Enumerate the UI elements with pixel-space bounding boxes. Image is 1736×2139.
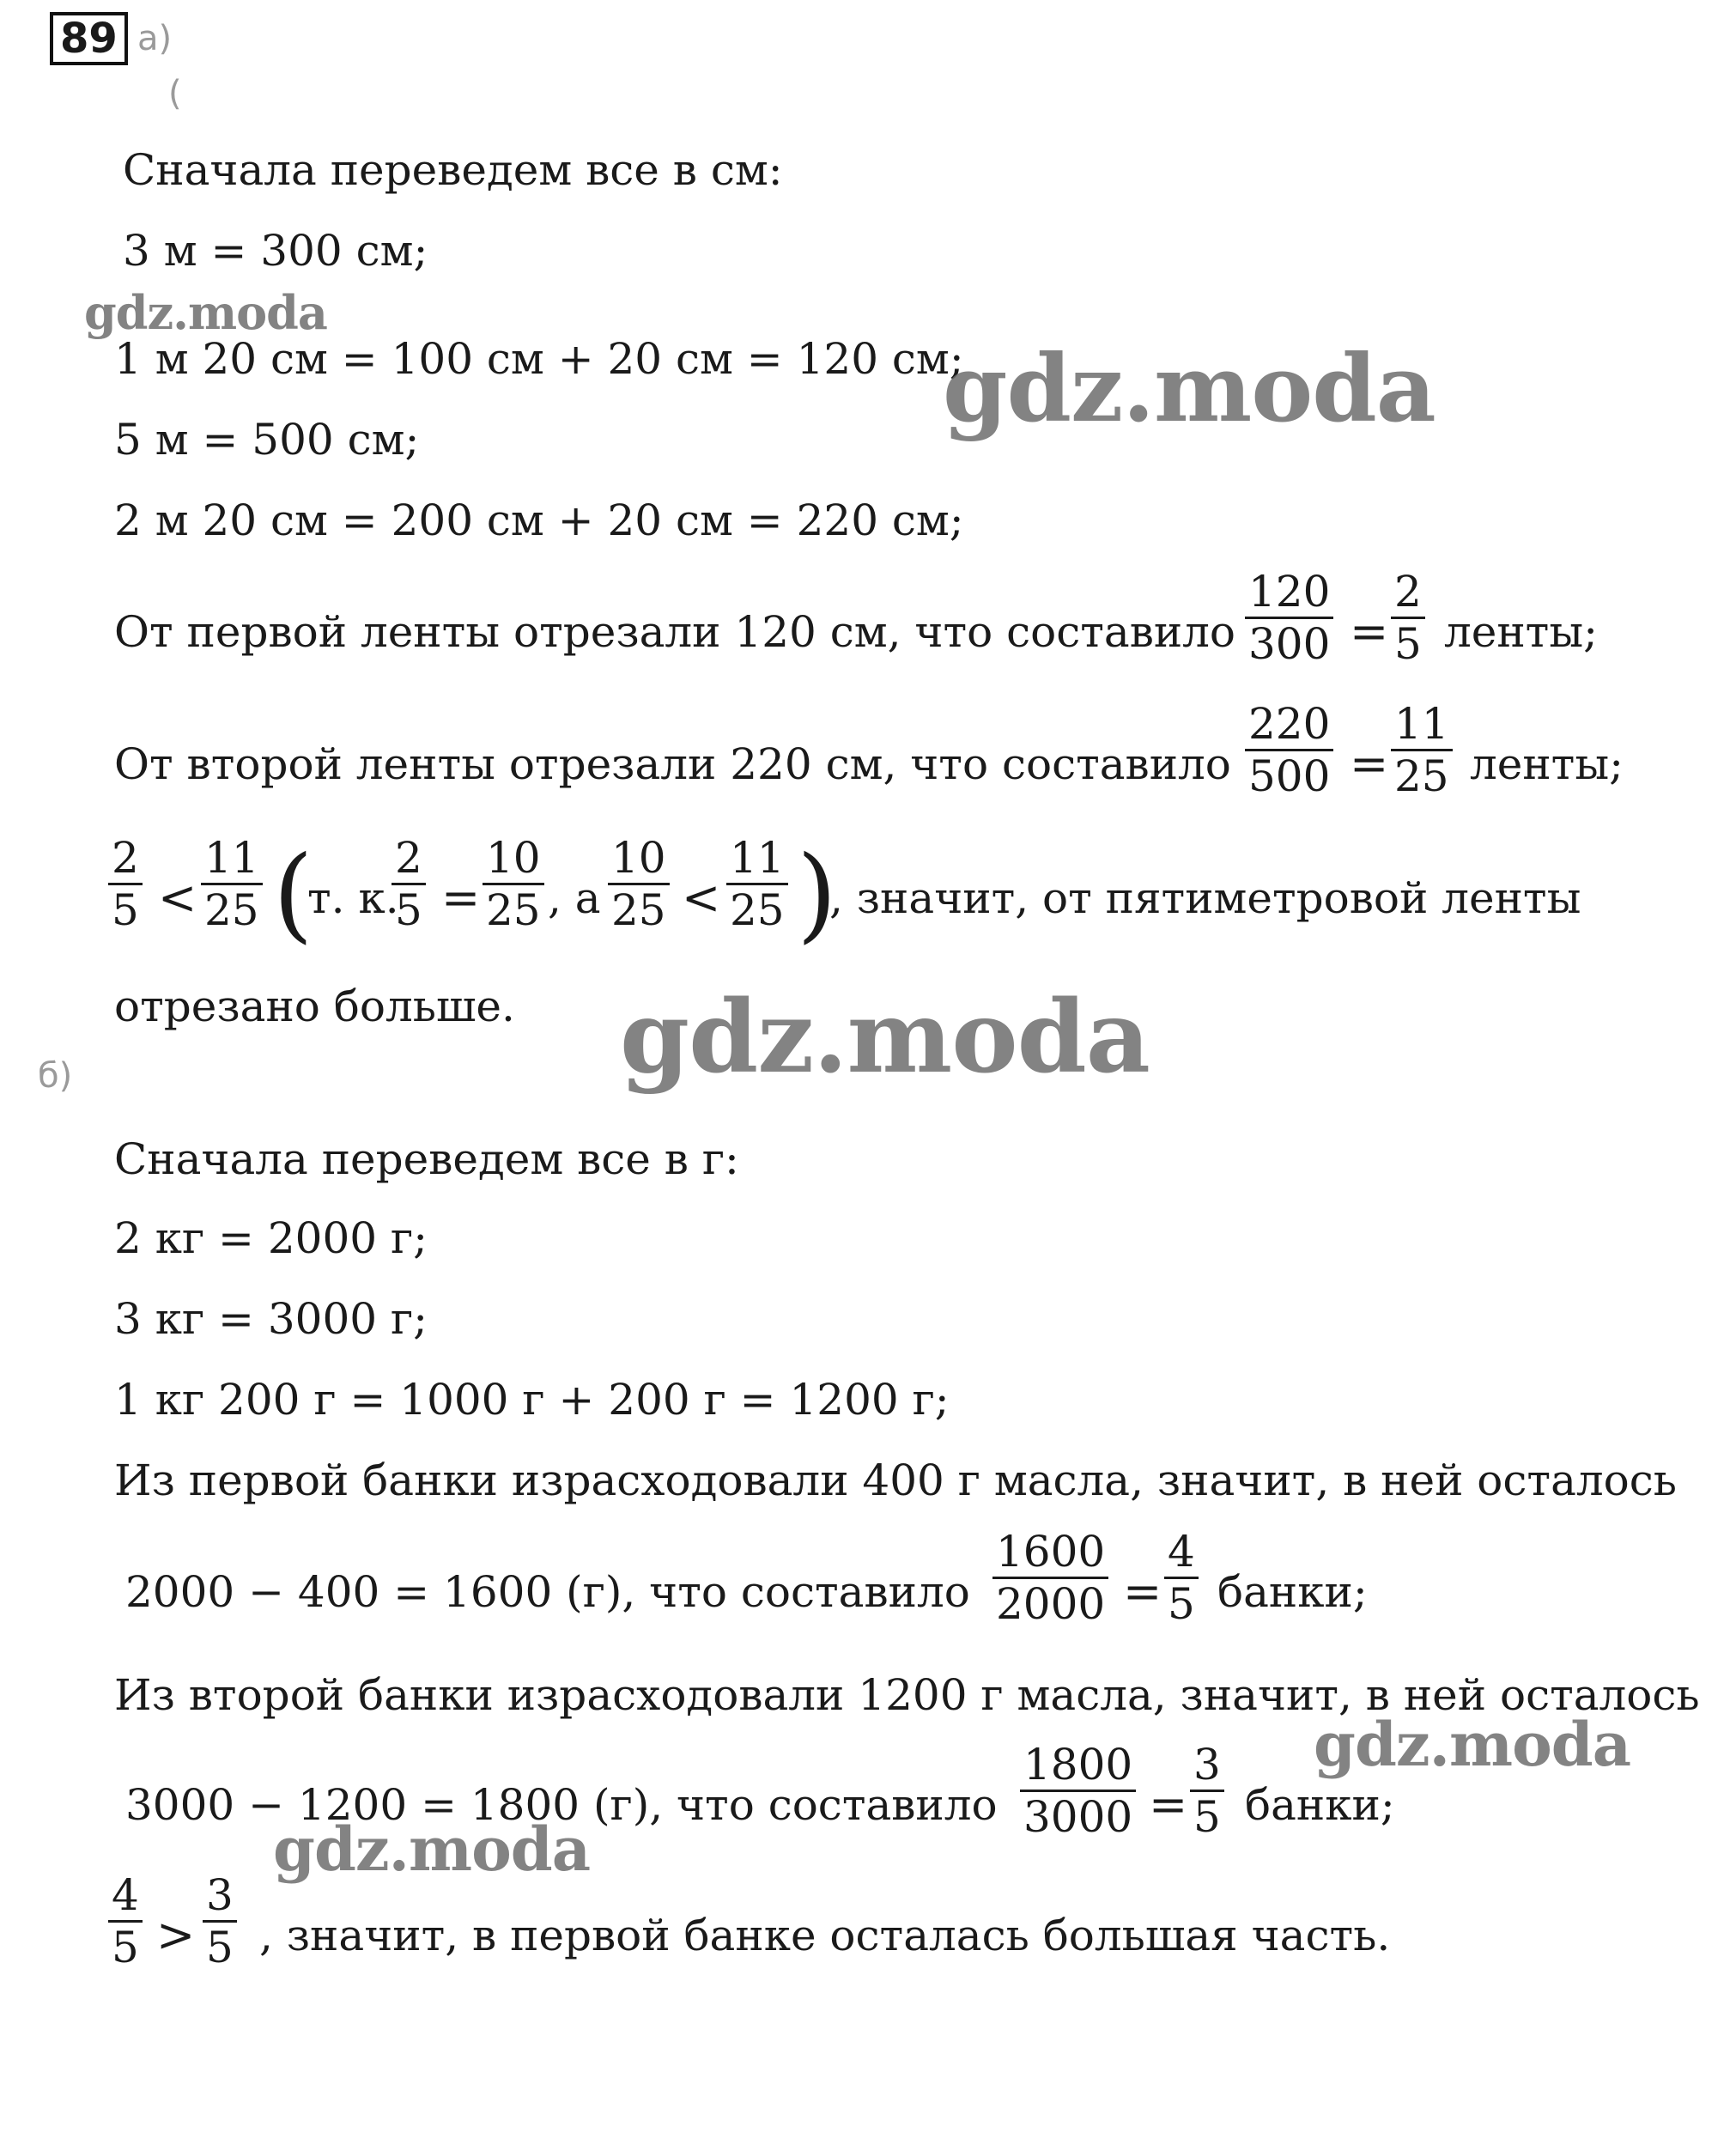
numerator: 1800 <box>1023 1740 1133 1790</box>
numerator: 1600 <box>996 1527 1106 1577</box>
denominator: 5 <box>1190 1790 1224 1842</box>
fraction-2-5 <box>1391 567 1425 669</box>
since-label: т. к. <box>307 873 399 923</box>
stray-mark: ( <box>168 74 182 113</box>
fraction-2-5-a <box>108 833 143 935</box>
part-a-line1: 3 м = 300 см; <box>123 226 428 276</box>
watermark-center: gdz.moda <box>620 979 1150 1096</box>
denominator: 3000 <box>1020 1790 1136 1842</box>
denominator: 500 <box>1245 749 1333 801</box>
denominator: 5 <box>203 1920 237 1972</box>
equals-sign: = <box>441 871 481 925</box>
numerator: 11 <box>730 833 785 883</box>
fraction-11-25-f <box>726 833 788 935</box>
denominator: 25 <box>483 883 544 935</box>
denominator: 5 <box>1164 1577 1199 1629</box>
part-a-line2: 1 м 20 см = 100 см + 20 см = 120 см; <box>114 334 964 384</box>
open-paren: ( <box>273 835 313 954</box>
second-jar-tail: банки; <box>1245 1780 1395 1830</box>
denominator: 25 <box>201 883 263 935</box>
watermark-large: gdz.moda <box>943 335 1436 443</box>
watermark-small: gdz.moda <box>84 285 327 340</box>
less-than-sign: < <box>682 871 721 925</box>
part-a-label: а) <box>137 19 173 58</box>
comparison-tail2: отрезано больше. <box>114 981 515 1031</box>
first-ribbon-tail: ленты; <box>1444 607 1598 657</box>
fraction-4-5 <box>1164 1527 1199 1629</box>
problem-number: 89 <box>50 12 128 65</box>
second-jar-text: Из второй банки израсходовали 1200 г масла, значит, в ней осталось <box>114 1670 1700 1720</box>
fraction-3-5 <box>1190 1740 1224 1842</box>
fraction-11-25 <box>1391 699 1453 801</box>
part-b-line2: 3 кг = 3000 г; <box>114 1294 428 1344</box>
part-b-line3: 1 кг 200 г = 1000 г + 200 г = 1200 г; <box>114 1375 950 1425</box>
numerator: 11 <box>204 833 259 883</box>
part-a-intro: Сначала переведем все в см: <box>123 145 783 195</box>
second-ribbon-text: От второй ленты отрезали 220 см, что составило <box>114 739 1231 789</box>
denominator: 25 <box>608 883 670 935</box>
part-b-line1: 2 кг = 2000 г; <box>114 1213 428 1263</box>
denominator: 5 <box>392 883 426 935</box>
watermark-right: gdz.moda <box>1314 1709 1631 1780</box>
numerator: 3 <box>206 1870 234 1920</box>
fraction-1800-3000 <box>1020 1740 1136 1842</box>
greater-than-sign: > <box>156 1908 196 1962</box>
numerator: 220 <box>1248 699 1331 749</box>
equals-sign: = <box>1350 605 1389 659</box>
first-jar-tail: банки; <box>1217 1567 1368 1617</box>
numerator: 120 <box>1248 567 1331 617</box>
watermark-lower: gdz.moda <box>273 1814 591 1885</box>
numerator: 10 <box>611 833 666 883</box>
second-ribbon-tail: ленты; <box>1470 739 1624 789</box>
fraction-10-25-d <box>483 833 544 935</box>
fraction-3-5-b <box>203 1870 237 1972</box>
numerator: 4 <box>1168 1527 1195 1577</box>
denominator: 2000 <box>992 1577 1108 1629</box>
numerator: 2 <box>112 833 139 883</box>
numerator: 2 <box>395 833 422 883</box>
less-than-sign: < <box>158 871 197 925</box>
denominator: 5 <box>108 883 143 935</box>
numerator: 11 <box>1394 699 1449 749</box>
equals-sign: = <box>1149 1777 1188 1832</box>
close-paren: ) <box>797 835 837 954</box>
numerator: 10 <box>486 833 541 883</box>
fraction-11-25-b <box>201 833 263 935</box>
first-jar-text: Из первой банки израсходовали 400 г масла, значит, в ней осталось <box>114 1455 1677 1505</box>
equals-sign: = <box>1350 737 1389 791</box>
first-ribbon-text: От первой ленты отрезали 120 см, что составило <box>114 607 1236 657</box>
equals-sign: = <box>1123 1565 1162 1619</box>
denominator: 25 <box>1391 749 1453 801</box>
part-a-line3: 5 м = 500 см; <box>114 415 420 465</box>
fraction-220-500 <box>1245 699 1333 801</box>
numerator: 3 <box>1193 1740 1221 1790</box>
fraction-2-5-c <box>392 833 426 935</box>
conclusion-tail: , значит, в первой банке осталась большая часть. <box>259 1911 1391 1960</box>
fraction-1600-2000 <box>992 1527 1108 1629</box>
denominator: 25 <box>726 883 788 935</box>
part-b-intro: Сначала переведем все в г: <box>114 1134 739 1184</box>
fraction-10-25-e <box>608 833 670 935</box>
numerator: 4 <box>112 1870 139 1920</box>
first-jar-calc: 2000 − 400 = 1600 (г), что составило <box>125 1567 970 1617</box>
comma-a: , а <box>548 873 601 923</box>
fraction-120-300 <box>1245 567 1333 669</box>
denominator: 5 <box>1391 617 1425 669</box>
fraction-4-5-a <box>108 1870 143 1972</box>
second-jar-calc: 3000 − 1200 = 1800 (г), что составило <box>125 1780 998 1830</box>
denominator: 5 <box>108 1920 143 1972</box>
part-a-line4: 2 м 20 см = 200 см + 20 см = 220 см; <box>114 495 964 545</box>
part-b-label: б) <box>38 1056 73 1096</box>
denominator: 300 <box>1245 617 1333 669</box>
numerator: 2 <box>1394 567 1422 617</box>
comparison-tail: , значит, от пятиметровой ленты <box>829 873 1581 923</box>
